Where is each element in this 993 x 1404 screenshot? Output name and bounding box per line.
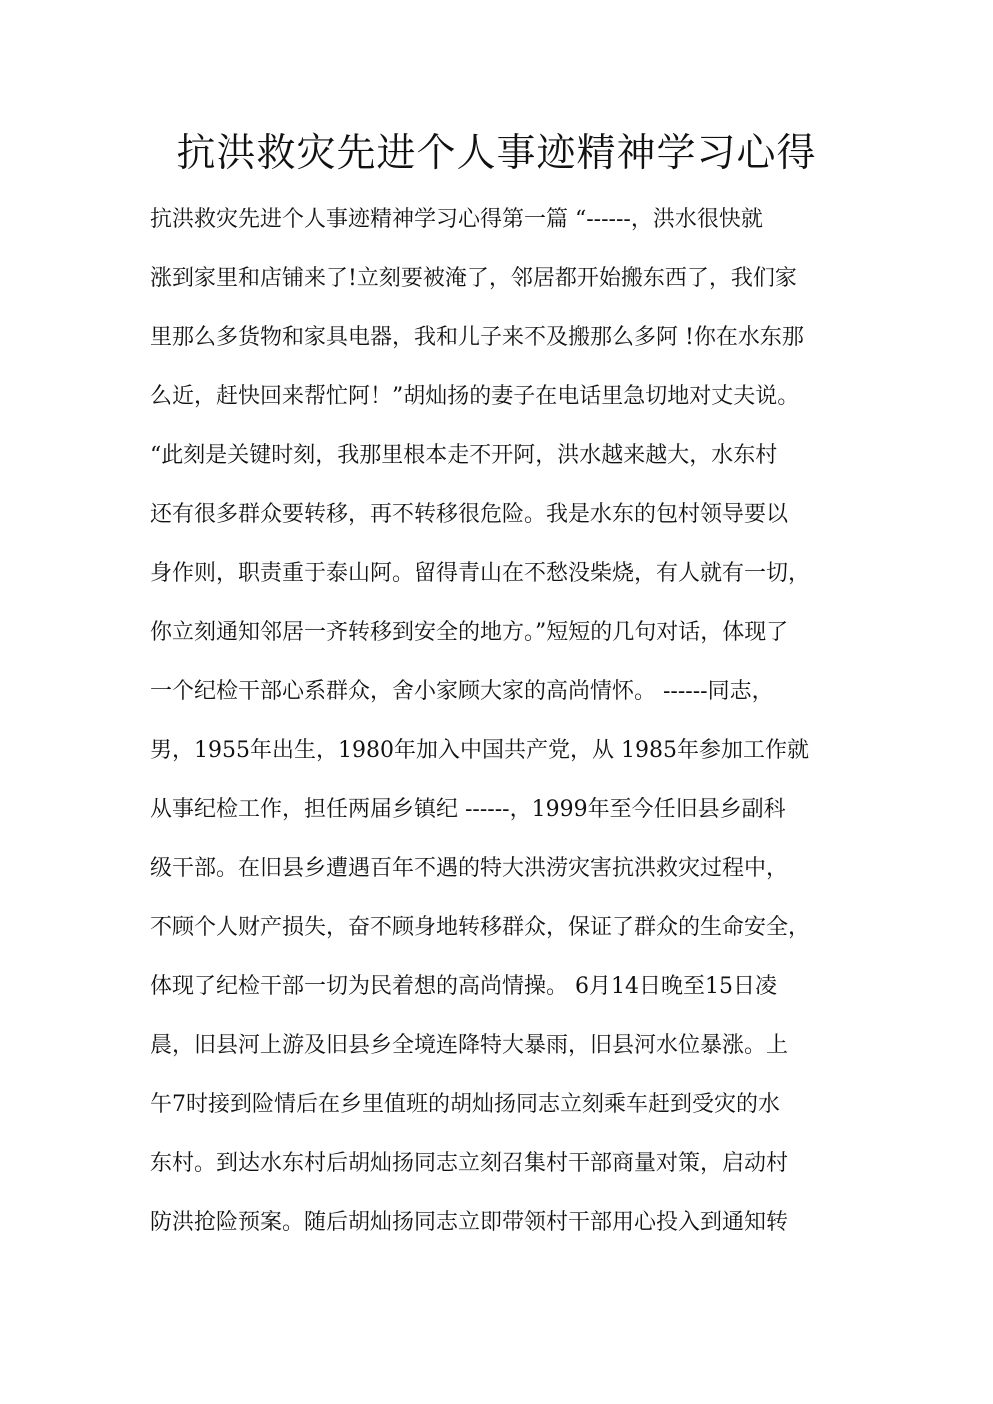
document-title: 抗洪救灾先进个人事迹精神学习心得 xyxy=(176,131,817,176)
body-line: 晨，旧县河上游及旧县乡全境连降特大暴雨，旧县河水位暴涨。上 xyxy=(150,1033,789,1058)
body-line: 一个纪检干部心系群众，舍小家顾大家的高尚情怀。 ------同志， xyxy=(150,679,774,704)
body-line: 你立刻通知邻居一齐转移到安全的地方。”短短的几句对话，体现了 xyxy=(150,620,789,645)
body-line: 防洪抢险预案。随后胡灿扬同志立即带领村干部用心投入到通知转 xyxy=(150,1210,789,1235)
document-body xyxy=(150,190,850,1252)
body-line: 身作则，职责重于泰山阿。留得青山在不愁没柴烧，有人就有一切， xyxy=(150,561,811,586)
body-line: 么近，赶快回来帮忙阿！”胡灿扬的妻子在电话里急切地对丈夫说。 xyxy=(150,384,800,409)
body-line: 涨到家里和店铺来了!立刻要被淹了，邻居都开始搬东西了，我们家 xyxy=(150,266,797,291)
body-line: 还有很多群众要转移，再不转移很危险。我是水东的包村领导要以 xyxy=(150,502,789,527)
body-line: 从事纪检工作，担任两届乡镇纪 ------，1999年至今任旧县乡副科 xyxy=(150,797,786,822)
body-line: 东村。到达水东村后胡灿扬同志立刻召集村干部商量对策，启动村 xyxy=(150,1151,789,1176)
body-line: 抗洪救灾先进个人事迹精神学习心得第一篇 “------，洪水很快就 xyxy=(150,207,763,232)
body-line: 里那么多货物和家具电器，我和儿子来不及搬那么多阿 !你在水东那 xyxy=(150,325,804,350)
body-line: 体现了纪检干部一切为民着想的高尚情操。 6月14日晚至15日凌 xyxy=(150,974,777,999)
body-line: 不顾个人财产损失，奋不顾身地转移群众，保证了群众的生命安全， xyxy=(150,915,811,940)
body-line: 级干部。在旧县乡遭遇百年不遇的特大洪涝灾害抗洪救灾过程中， xyxy=(150,856,789,881)
body-line: 男，1955年出生，1980年加入中国共产党，从 1985年参加工作就 xyxy=(150,738,809,763)
body-line: 午7时接到险情后在乡里值班的胡灿扬同志立刻乘车赶到受灾的水 xyxy=(150,1092,780,1117)
body-line: “此刻是关键时刻，我那里根本走不开阿，洪水越来越大，水东村 xyxy=(150,443,778,468)
